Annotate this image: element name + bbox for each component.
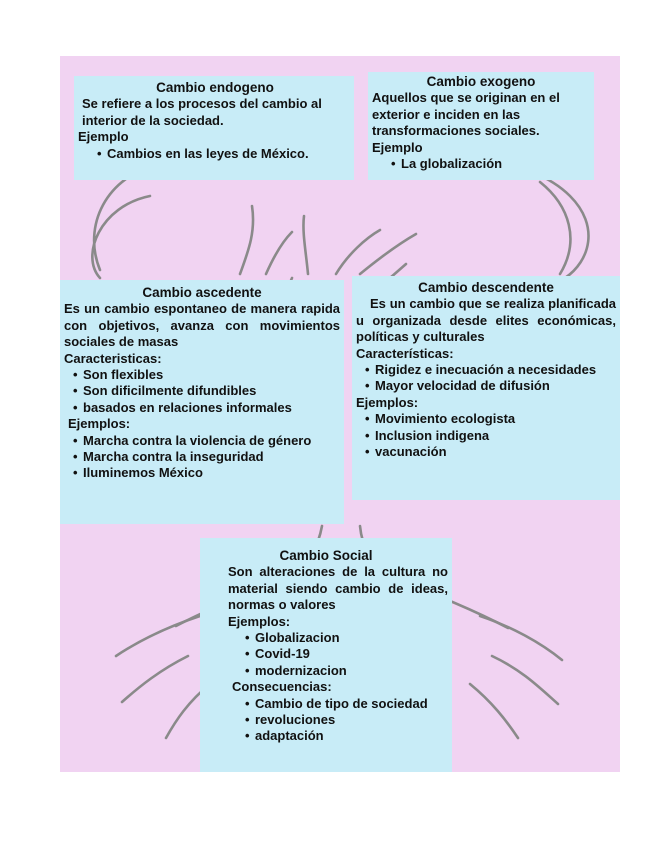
endogeno-text: Se refiere a los procesos del cambio al interior de la sociedad. bbox=[82, 96, 322, 128]
list-item: • Marcha contra la violencia de género bbox=[68, 433, 340, 449]
descendente-text: Es un cambio que se realiza planificada u organizada desde elites económicas, políticas y culturales bbox=[356, 296, 616, 345]
ascendente-ejemplos-list bbox=[64, 433, 340, 482]
ascendente-text: Es un cambio espontaneo de manera rapida con objetivos, avanza con movimientos sociales de masas bbox=[64, 301, 340, 350]
list-item: • Mayor velocidad de difusión bbox=[360, 378, 616, 394]
descendente-caracteristicas-label: Características: bbox=[356, 345, 454, 361]
list-item: • Son flexibles bbox=[68, 367, 340, 383]
list-item: • La globalización bbox=[386, 156, 590, 172]
social-text: Son alteraciones de la cultura no material siendo cambio de ideas, normas o valores bbox=[228, 564, 448, 613]
exogeno-title: Cambio exogeno bbox=[426, 74, 536, 89]
social-consecuencias-label: Consecuencias: bbox=[232, 679, 332, 695]
social-ejemplos-list bbox=[228, 630, 448, 679]
exogeno-ejemplo-list bbox=[372, 156, 590, 172]
list-item: • Covid-19 bbox=[240, 646, 448, 662]
ascendente-ejemplos-label: Ejemplos: bbox=[68, 416, 131, 432]
social-consecuencias-list bbox=[228, 696, 448, 745]
endogeno-ejemplo-list bbox=[78, 146, 352, 162]
endogeno-title: Cambio endogeno bbox=[156, 80, 274, 95]
ascendente-caracteristicas-label: Caracteristicas: bbox=[64, 350, 162, 366]
list-item: • vacunación bbox=[360, 444, 616, 460]
endogeno-card bbox=[74, 76, 354, 180]
list-item: • modernizacion bbox=[240, 663, 448, 679]
list-item: • Movimiento ecologista bbox=[360, 411, 616, 427]
endogeno-ejemplo-label: Ejemplo bbox=[78, 129, 129, 145]
list-item: • adaptación bbox=[240, 728, 448, 744]
list-item: • Inclusion indigena bbox=[360, 428, 616, 444]
list-item: • Marcha contra la inseguridad bbox=[68, 449, 340, 465]
social-card bbox=[200, 538, 452, 772]
list-item: • Globalizacion bbox=[240, 630, 448, 646]
list-item: • revoluciones bbox=[240, 712, 448, 728]
descendente-caracteristicas-list bbox=[356, 362, 616, 395]
list-item: • Cambio de tipo de sociedad bbox=[240, 696, 448, 712]
social-ejemplos-label: Ejemplos: bbox=[228, 613, 291, 629]
list-item: • Cambios en las leyes de México. bbox=[92, 146, 352, 162]
exogeno-text: Aquellos que se originan en el exterior e inciden en las transformaciones sociales. bbox=[372, 90, 560, 139]
list-item: • Iluminemos México bbox=[68, 465, 340, 481]
exogeno-ejemplo-label: Ejemplo bbox=[372, 139, 423, 155]
list-item: • Son dificilmente difundibles bbox=[68, 383, 340, 399]
descendente-card bbox=[352, 276, 620, 500]
ascendente-card bbox=[60, 280, 344, 524]
list-item: • basados en relaciones informales bbox=[68, 400, 340, 416]
list-item: • Rigidez e inecuación a necesidades bbox=[360, 362, 616, 378]
exogeno-card bbox=[368, 72, 594, 180]
ascendente-title: Cambio ascedente bbox=[142, 285, 262, 300]
descendente-title: Cambio descendente bbox=[418, 280, 554, 295]
descendente-ejemplos-list bbox=[356, 411, 616, 460]
descendente-ejemplos-label: Ejemplos: bbox=[356, 394, 419, 410]
ascendente-caracteristicas-list bbox=[64, 367, 340, 416]
social-title: Cambio Social bbox=[279, 548, 373, 563]
